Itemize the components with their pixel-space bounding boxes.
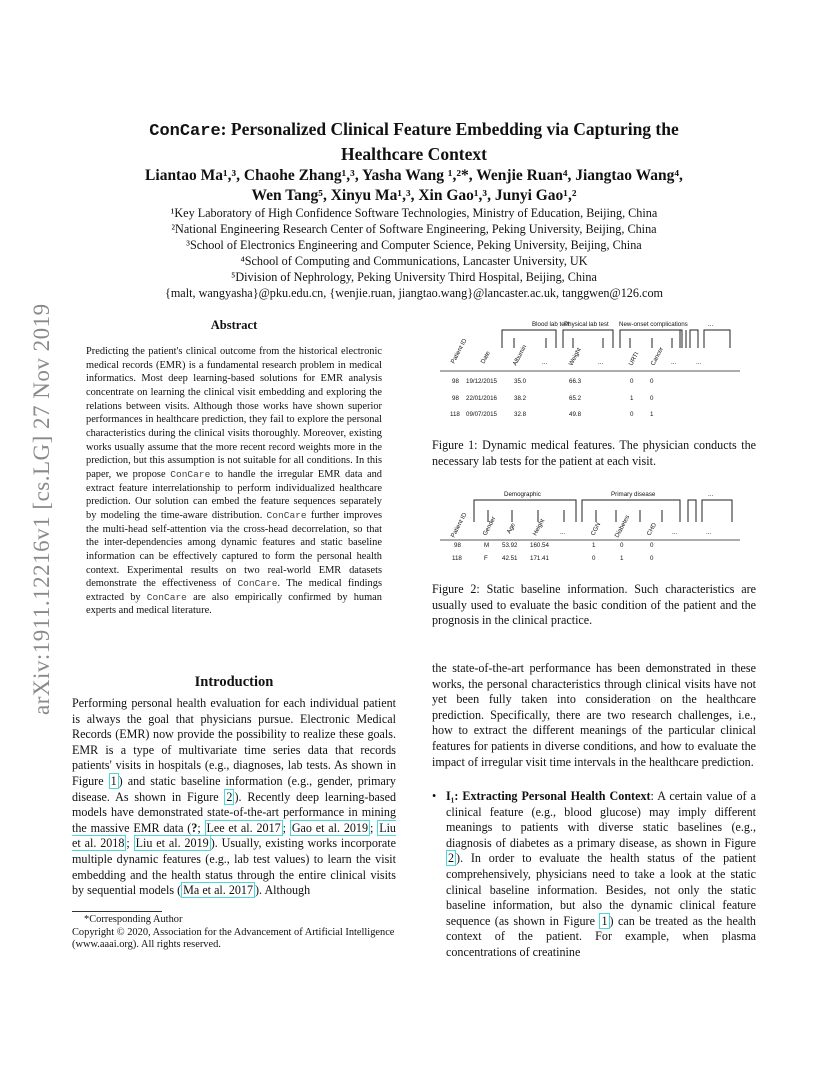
fig1-cell: 65.2 (569, 395, 582, 402)
fig2-group-label: Demographic (504, 491, 541, 498)
fig1-col-header: ... (598, 359, 604, 366)
fig1-rows (450, 378, 654, 418)
fig2-cell: 0 (592, 555, 596, 562)
fig2-rows (452, 542, 654, 562)
fig1-cell: 0 (650, 378, 654, 385)
fig2-col-header: Height (531, 517, 547, 537)
intro-text: ). Although (255, 883, 311, 898)
bullet-marker: • (432, 789, 437, 803)
fig1-group-label: New-onset complications (619, 321, 688, 328)
fig2-cell: 0 (650, 555, 654, 562)
figure-1-caption: Figure 1: Dynamic medical features. The physician conducts the necessary lab tests for the patient at each visit. (432, 438, 756, 468)
affiliation: ³School of Electronics Engineering and Computer Science, Peking University, Beijing, China (186, 238, 642, 252)
bullet-body: : A certain value of a clinical feature (e.g., blood glucose) may imply different meanings to patients with diverse static baselines (e.g., diagnosis of diabetes as a primary disease, as shown in Figure (446, 789, 756, 850)
fig1-cell: 22/01/2016 (466, 395, 497, 402)
title-code: ConCare (149, 122, 221, 141)
bullet-text (446, 789, 756, 961)
figure-1 (440, 316, 750, 428)
fig2-cell: 42.51 (502, 555, 518, 562)
fig2-col-header: Gender (481, 515, 498, 537)
fig2-cell: F (484, 555, 488, 562)
abstract-code: ConCare (146, 591, 187, 603)
affiliation: ⁴School of Computing and Communications, Lancaster University, UK (240, 254, 588, 268)
figure-ref-link[interactable]: 1 (601, 913, 608, 928)
figure-1-table (440, 316, 750, 428)
fig1-cell: 98 (452, 378, 459, 385)
fig1-cell: 0 (630, 378, 634, 385)
paper-title (0, 118, 828, 165)
fig1-cell: 0 (630, 411, 634, 418)
fig2-cell: 171.41 (530, 555, 549, 562)
figure-ref-link[interactable]: 2 (226, 789, 233, 804)
authors (0, 166, 828, 206)
abstract-heading: Abstract (210, 318, 258, 332)
citation-link[interactable]: Ma et al. 2017 (183, 883, 254, 898)
fig1-cell: 0 (650, 395, 654, 402)
title-line2: Healthcare Context (341, 144, 487, 164)
fig1-cell: 98 (452, 395, 459, 402)
fig2-group-label: Primary disease (611, 491, 656, 498)
fig1-col-header: Weight (567, 346, 583, 367)
fig1-col-header: URTI (627, 351, 641, 367)
fig1-cell: 09/07/2015 (466, 411, 497, 418)
affiliation: ²National Engineering Research Center of Software Engineering, Peking University, Beijing, China (171, 222, 657, 236)
abstract-text: Predicting the patient's clinical outcome from the historical electronic medical records (EMR) is a fundamental research problem in medical informatics. Most deep learning-based solutions for EMR analysis concentrate on learning the clinical visit embedding and exploring the relations between visits. Although those works have shown superior performances in healthcare prediction, they fail to explore the personal characteristics during the clinical visits thoroughly. Moreover, existing works usually assume that the more recent record weights more in the prediction, but this assumption is not suitable for all conditions. In this paper, we propose (86, 346, 382, 480)
affiliation: ⁵Division of Nephrology, Peking University Third Hospital, Beijing, China (231, 270, 597, 284)
fig1-col-header: ... (696, 359, 702, 366)
fig1-col-header: Patient ID (449, 337, 469, 365)
fig2-col-header: Patient ID (449, 511, 469, 539)
bullet-body: ). In order to evaluate the health status of the patient comprehensively, physicians need to take a look at the static clinical baseline information. Besides, not only the static baseline information, but also the dynamic clinical feature sequence (as shown in Figure (446, 851, 756, 928)
fig1-col-header: Cancer (649, 346, 666, 367)
fig1-cell: 32.8 (514, 411, 527, 418)
fig2-col-header: ... (706, 529, 712, 536)
figure-ref-link[interactable]: 1 (110, 773, 117, 788)
cite-unresolved: ? (191, 820, 198, 835)
bullet-body: ) can be treated as the health context of the patient. For example, when plasma concentrations of creatinine (446, 913, 756, 959)
fig2-cell: 0 (650, 542, 654, 549)
fig1-cell: 118 (450, 411, 460, 418)
fig2-col-header: CHD (645, 521, 659, 537)
figure-2-caption: Figure 2: Static baseline information. Such characteristics are usually used to evaluate the basic condition of the patient and the prognosis in the clinical practice. (432, 582, 756, 628)
intro-text: ) and static baseline information (e.g., gender, primary disease. As shown in Figure (72, 773, 396, 804)
right-column-paragraph: the state-of-the-art performance has been demonstrated in these works, the personal characteristics through clinical visits have not yet been fully taken into consideration on the healthcare prediction. Specifically, there are two research challenges, i.e., how to extract the different meanings of the particular clinical features for patients in diverse conditions, and how to evaluate the impact of irregular visit time intervals in the healthcare prediction. (432, 661, 756, 769)
abstract-text: further improves the multi-head self-attention via the cross-head decorrelation, so that the inter-dependencies among dynamic features and static baseline information can be effectively captured to form the personal health context. Experimental results on two real-world EMR datasets demonstrate the effectiveness of (86, 509, 382, 590)
fig2-cell: 1 (620, 555, 624, 562)
bullet-label: I₁: Extracting Personal Health Context (446, 789, 651, 803)
fig1-group-label: Physical lab test (564, 321, 609, 328)
fig2-brackets (474, 500, 732, 522)
abstract-text: are also empirically confirmed by human experts and medical literature. (86, 591, 382, 617)
fig2-cell: 160.54 (530, 542, 549, 549)
fig1-group-label: Blood lab test (532, 321, 570, 328)
fig1-cell: 49.8 (569, 411, 582, 418)
figure-2 (440, 488, 750, 568)
authors-line2: Wen Tang⁵, Xinyu Ma¹,³, Xin Gao¹,³, Junyi Gao¹,² (251, 187, 577, 204)
fig2-cell: 118 (452, 555, 462, 562)
fig1-cell: 35.0 (514, 378, 527, 385)
fig1-cell: 1 (650, 411, 654, 418)
introduction-heading: Introduction (194, 674, 274, 690)
fig1-brackets (502, 330, 730, 348)
fig2-col-header: Diabetes (613, 514, 632, 539)
fig2-col-header: ... (560, 529, 566, 536)
fig2-cell: 98 (454, 542, 461, 549)
figure-2-table (440, 488, 750, 568)
abstract-text: to handle the irregular EMR data and extract feature interrelationship to perform individualized healthcare prediction. Our solution can embed the feature sequences separately by modeling the time-aware distribution. (86, 468, 382, 521)
author-emails: {malt, wangyasha}@pku.edu.cn, {wenjie.ruan, jiangtao.wang}@lancaster.ac.uk, tanggwen@126.com (164, 286, 664, 300)
fig1-col-header: Albumin (511, 343, 529, 367)
footnote-copyright: Copyright © 2020, Association for the Advancement of Artificial Intelligence (www.aaai.org). All rights reserved. (72, 926, 395, 951)
fig1-group-label: ... (708, 321, 714, 328)
citation-link[interactable]: Lee et al. 2017 (206, 820, 281, 835)
fig1-cell: 66.3 (569, 378, 582, 385)
figure-ref-link[interactable]: 2 (448, 851, 455, 866)
fig2-cell: 53.92 (502, 542, 518, 549)
abstract-code: ConCare (266, 509, 307, 521)
fig2-col-header: Age (505, 521, 517, 535)
intro-text: Performing personal health evaluation for each individual patient is always the goal that physicians pursue. Electronic Medical Records (EMR) now provide the possibility to realize these goals. EMR is a type of multivariate time series data that records patients' visits in hospitals (e.g., diagnoses, lab tests. As shown in Figure (72, 696, 396, 788)
abstract-code: ConCare (237, 578, 278, 590)
fig2-cell: 0 (620, 542, 624, 549)
footnote (72, 911, 396, 952)
fig1-col-header: Date (479, 350, 492, 365)
fig2-col-header: ... (672, 529, 678, 536)
fig2-col-header: CGN (589, 521, 603, 537)
introduction-body: Performing personal health evaluation for each individual patient is always the goal that physicians pursue. Electronic Medical Records (EMR) now provide the possibility to realize these goals. EMR is a type of multivariate time series data that records patients' visits in hospitals (e.g., diagnoses, lab tests. As shown in Figure 1 ) and static baseline information (e.g., gender, primary disease. As shown in Figure 2 ). Recently deep learning-based models have demonstrated state-of-the-art performance in mining the massive EMR data (?; Lee et al. 2017 ; Gao et al. 2019 ; Liu et al. 2018 ; Liu et al. 2019 ). Usually, existing works incorporate multiple dynamic features (e.g., lab test values) to learn the visit embedding and the health status through the entire clinical visits by sequential models ( Ma et al. 2017 ). Although (72, 696, 396, 898)
affiliation: ¹Key Laboratory of High Confidence Software Technologies, Ministry of Education, Beijing, China (170, 206, 658, 220)
fig1-cell: 19/12/2015 (466, 378, 497, 385)
intro-text: ). Usually, existing works incorporate multiple dynamic features (e.g., lab test values) to learn the visit embedding and the health status through the entire clinical visits by sequential models ( (72, 836, 396, 898)
fig1-col-header: ... (671, 359, 677, 366)
abstract-text: . The medical findings extracted by (86, 578, 382, 603)
abstract-body (86, 345, 382, 618)
intro-text: ). Recently deep learning-based models have demonstrated state-of-the-art performance in mining the massive EMR data ( (72, 789, 396, 835)
fig1-cell: 1 (630, 395, 634, 402)
fig2-cell: 1 (592, 542, 596, 549)
footnote-corresponding: *Corresponding Author (84, 914, 183, 925)
title-rest: : Personalized Clinical Feature Embedding via Capturing the (220, 119, 679, 139)
citation-link[interactable]: Gao et al. 2019 (291, 820, 369, 835)
fig2-group-label: ... (708, 491, 714, 498)
footnote-rule (72, 911, 162, 912)
citation-link[interactable]: Liu et al. 2019 (135, 836, 209, 851)
arxiv-stamp: arXiv:1911.12216v1 [cs.LG] 27 Nov 2019 (29, 303, 54, 715)
challenge-bullet (432, 789, 756, 961)
fig2-cell: M (484, 542, 490, 549)
abstract-code: ConCare (170, 468, 211, 480)
citation-link[interactable]: Liu et al. 2018 (72, 820, 396, 851)
fig1-cell: 38.2 (514, 395, 527, 402)
authors-line1: Liantao Ma¹,³, Chaohe Zhang¹,³, Yasha Wang ¹,²*, Wenjie Ruan⁴, Jiangtao Wang⁴, (145, 167, 683, 184)
fig1-col-header: ... (542, 359, 548, 366)
affiliations (0, 205, 828, 301)
